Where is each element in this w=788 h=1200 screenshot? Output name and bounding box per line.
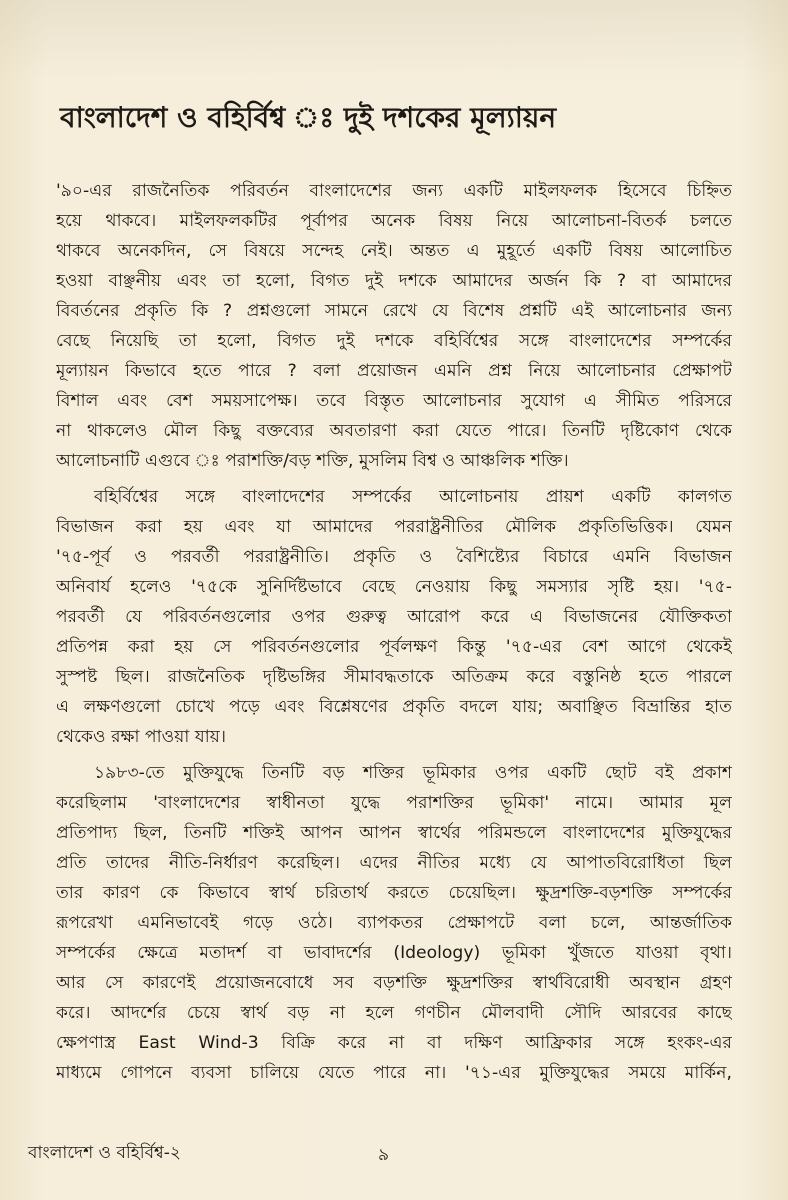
text-line: অনিবার্য হলেও '৭৫কে সুনির্দিষ্টভাবে বেছে নেওয়ায় কিছু সমস্যার সৃষ্টি হয়। '৭৫-: [56, 577, 732, 597]
text-line: '৯০-এর রাজনৈতিক পরিবর্তন বাংলাদেশের জন্য একটি মাইলফলক হিসেবে চিহ্নিত: [56, 181, 732, 201]
text-line: করেছিলাম 'বাংলাদেশের স্বাধীনতা যুদ্ধে পরাশক্তির ভূমিকা' নামে। আমার মূল: [56, 793, 732, 813]
text-line: বিভাজন করা হয় এবং যা আমাদের পররাষ্ট্রনীতির মৌলিক প্রকৃতিভিত্তিক। যেমন: [56, 517, 732, 537]
text-line: বহির্বিশ্বের সঙ্গে বাংলাদেশের সম্পর্কের আলোচনায় প্রায়শ একটি কালগত: [94, 487, 732, 507]
body-text: [56, 176, 732, 1088]
text-line: বেছে নিয়েছি তা হলো, বিগত দুই দশকে বহির্বিশ্বের সঙ্গে বাংলাদেশের সম্পর্কের: [56, 331, 732, 351]
text-line: থেকেও রক্ষা পাওয়া যায়।: [56, 727, 227, 747]
text-line: মূল্যায়ন কিভাবে হতে পারে ? বলা প্রয়োজন এমনি প্রশ্ন নিয়ে আলোচনার প্রেক্ষাপট: [56, 361, 732, 381]
text-line: হয়ে থাকবে। মাইলফলকটির পূর্বাপর অনেক বিষয় নিয়ে আলোচনা-বিতর্ক চলতে: [56, 211, 732, 231]
text-line: সুস্পষ্ট ছিল। রাজনৈতিক দৃষ্টিভঙ্গির সীমাবদ্ধতাকে অতিক্রম করে বস্তুনিষ্ঠ হতে পারলে: [56, 667, 732, 687]
text-line: আর সে কারণেই প্রয়োজনবোধে সব বড়শক্তি ক্ষুদ্রশক্তির স্বার্থবিরোধী অবস্থান গ্রহণ: [56, 973, 732, 993]
chapter-title: বাংলাদেশ ও বহির্বিশ্ব ঃ দুই দশকের মূল্যায়ন: [60, 101, 557, 134]
text-line: এ লক্ষণগুলো চোখে পড়ে এবং বিশ্লেষণের প্রকৃতি বদলে যায়; অবাঞ্ছিত বিভ্রান্তির হাত: [56, 697, 732, 717]
text-line: না থাকলেও মৌল কিছু বক্তব্যের অবতারণা করা যেতে পারে। তিনটি দৃষ্টিকোণ থেকে: [56, 421, 732, 441]
running-footer-title: বাংলাদেশ ও বহির্বিশ্ব-২: [28, 1143, 181, 1163]
text-line: আলোচনাটি এগুবে ঃ পরাশক্তি/বড় শক্তি, মুসলিম বিশ্ব ও আঞ্চলিক শক্তি।: [56, 451, 569, 471]
text-line: করে। আদর্শের চেয়ে স্বার্থ বড় না হলে গণচীন মৌলবাদী সৌদি আরবের কাছে: [56, 1003, 732, 1023]
text-line: ১৯৮৩-তে মুক্তিযুদ্ধে তিনটি বড় শক্তির ভূমিকার ওপর একটি ছোট বই প্রকাশ: [94, 763, 732, 783]
text-line: তার কারণ কে কিভাবে স্বার্থ চরিতার্থ করতে চেয়েছিল। ক্ষুদ্রশক্তি-বড়শক্তি সম্পর্কের: [56, 883, 732, 903]
text-line: রূপরেখা এমনিভাবেই গড়ে ওঠে। ব্যাপকতর প্রেক্ষাপটে বলা চলে, আন্তর্জাতিক: [56, 913, 732, 933]
text-line: বিশাল এবং বেশ সময়সাপেক্ষ। তবে বিস্তৃত আলোচনার সুযোগ এ সীমিত পরিসরে: [56, 391, 732, 411]
text-line: বিবর্তনের প্রকৃতি কি ? প্রশ্নগুলো সামনে রেখে যে বিশেষ প্রশ্নটি এই আলোচনার জন্য: [56, 301, 732, 321]
text-line: পরবর্তী যে পরিবর্তনগুলোর ওপর গুরুত্ব আরোপ করে এ বিভাজনের যৌক্তিকতা: [56, 607, 732, 627]
text-line: প্রতিপন্ন করা হয় সে পরিবর্তনগুলোর পূর্বলক্ষণ কিন্তু '৭৫-এর বেশ আগে থেকেই: [56, 637, 732, 657]
text-line: ক্ষেপণাস্ত্র East Wind-3 বিক্রি করে না বা দক্ষিণ আফ্রিকার সঙ্গে হংকং-এর: [56, 1033, 732, 1053]
text-line: থাকবে অনেকদিন, সে বিষয়ে সন্দেহ নেই। অন্তত এ মুহূর্তে একটি বিষয় আলোচিত: [56, 241, 732, 261]
page-number: ৯: [378, 1145, 390, 1165]
text-line: সম্পর্কের ক্ষেত্রে মতাদর্শ বা ভাবাদর্শের (Ideology) ভূমিকা খুঁজতে যাওয়া বৃথা।: [56, 943, 732, 963]
text-line: '৭৫-পূর্ব ও পরবর্তী পররাষ্ট্রনীতি। প্রকৃতি ও বৈশিষ্ট্যের বিচারে এমনি বিভাজন: [56, 547, 732, 567]
text-line: মাধ্যমে গোপনে ব্যবসা চালিয়ে যেতে পারে না। '৭১-এর মুক্তিযুদ্ধের সময়ে মার্কিন,: [56, 1063, 732, 1083]
text-line: প্রতিপাদ্য ছিল, তিনটি শক্তিই আপন আপন স্বার্থের পরিমন্ডলে বাংলাদেশের মুক্তিযুদ্ধের: [56, 823, 732, 843]
text-line: প্রতি তাদের নীতি-নির্ধারণ করেছিল। এদের নীতির মধ্যে যে আপাতবিরোধিতা ছিল: [56, 853, 732, 873]
text-line: হওয়া বাঞ্ছনীয় এবং তা হলো, বিগত দুই দশকে আমাদের অর্জন কি ? বা আমাদের: [56, 271, 732, 291]
show-through-shadow: [0, 0, 788, 80]
